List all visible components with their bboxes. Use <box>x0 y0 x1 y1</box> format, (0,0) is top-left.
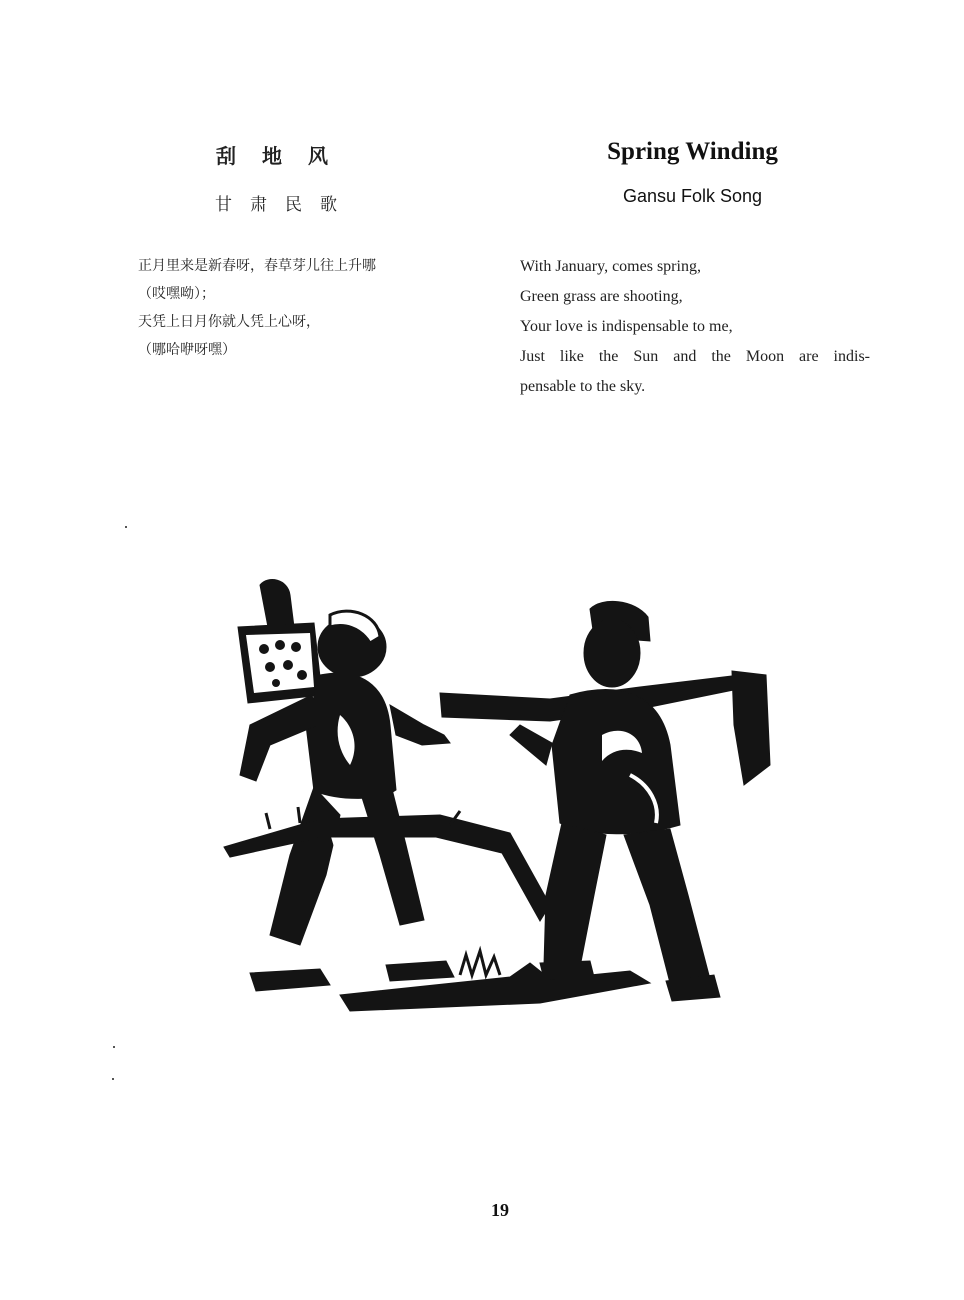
chinese-title: 刮地风 <box>216 144 354 168</box>
chinese-lyric-line: 正月里来是新春呀，春草芽儿往上升哪 <box>138 258 376 274</box>
english-lyric-line: Green grass are shooting, <box>520 288 683 305</box>
english-lyric-line: pensable to the sky. <box>520 378 646 395</box>
page-number: 19 <box>491 1200 509 1220</box>
english-lyric-line: With January, comes spring, <box>520 258 701 275</box>
paper-cut-dancers-illustration <box>210 575 780 1025</box>
chinese-lyrics <box>138 252 458 364</box>
stray-dot <box>125 526 127 528</box>
chinese-subtitle: 甘肃民歌 <box>215 195 355 215</box>
english-lyric-line: Your love is indispensable to me, <box>520 318 733 335</box>
chinese-lyric-line: （哎嘿呦）； <box>138 286 215 302</box>
english-lyrics <box>520 252 870 402</box>
grass-ground <box>340 951 650 1011</box>
english-lyric-line: Just like the Sun and the Moon are indis- <box>520 348 870 365</box>
stray-dot <box>112 1078 114 1080</box>
english-title: Spring Winding <box>607 138 778 165</box>
right-dancer-figure <box>440 601 770 1001</box>
chinese-lyric-line: 天凭上日月你就人凭上心呀， <box>138 314 320 330</box>
left-dancer-figure <box>238 580 454 991</box>
chinese-lyric-line: （哪哈咿呀嘿） <box>138 342 236 358</box>
english-subtitle: Gansu Folk Song <box>622 186 763 206</box>
stray-dot <box>113 1046 115 1048</box>
